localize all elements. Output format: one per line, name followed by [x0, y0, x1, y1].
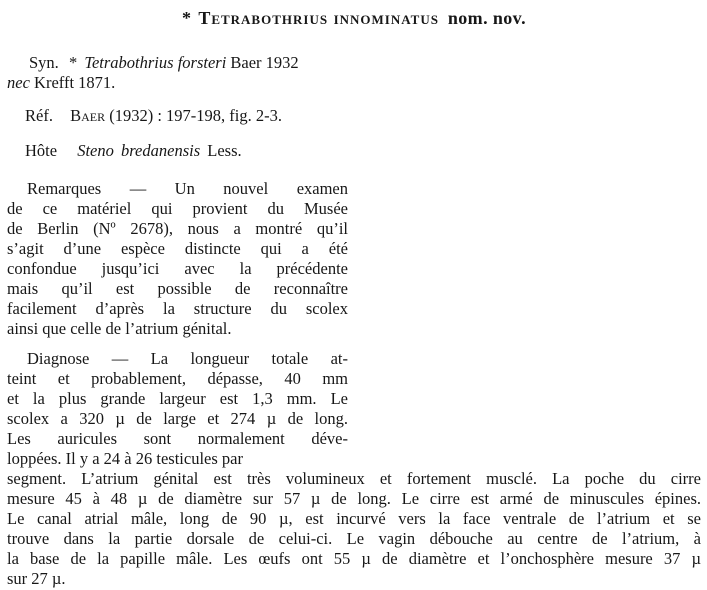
title-taxon: Tetrabothrius innominatus — [198, 8, 439, 28]
remarques-paragraph — [7, 179, 348, 339]
reference-author: Baer — [70, 106, 106, 125]
host-author: Less. — [207, 141, 242, 160]
host-line — [7, 141, 701, 161]
text-line: et la plus grande largeur est 1,3 mm. Le — [7, 389, 348, 408]
nec-reference: Krefft 1871. — [34, 73, 116, 92]
text-line: loppées. Il y a 24 à 26 testicules par — [7, 449, 243, 468]
text-line: confondue jusqu’ici avec la précédente — [7, 259, 348, 278]
reference-details: (1932) : 197-198, fig. 2-3. — [109, 106, 282, 125]
text-line: la base de la papille mâle. Les œufs ont 55 µ de diamètre et l’onchosphère mesure 37 µ — [7, 549, 701, 568]
text-line: de ce matériel qui provient du Musée — [7, 199, 348, 218]
reference-label: Réf. — [25, 106, 53, 125]
text-line: scolex a 320 µ de large et 274 µ de long. — [7, 409, 348, 428]
text-line: de Berlin (Nº 2678), nous a montré qu’il — [7, 219, 348, 238]
host-label: Hôte — [25, 141, 58, 160]
synonymy-asterisk: * — [68, 53, 78, 72]
text-line: mesure 45 à 48 µ de diamètre sur 57 µ de long. Le cirre est armé de minuscules épines. — [7, 489, 701, 508]
text-line: Les auricules sont normalement déve- — [7, 429, 348, 448]
synonymy-line-2 — [7, 73, 701, 93]
synonymy-label: Syn. — [29, 53, 59, 72]
synonymy-author-year: Baer 1932 — [230, 53, 299, 72]
text-line: mais qu’il est possible de reconnaître — [7, 279, 348, 298]
diagnose-paragraph-narrow — [7, 349, 348, 469]
text-line: Remarques — Un nouvel examen — [27, 179, 348, 198]
host-taxon: Steno bredanensis — [77, 141, 201, 160]
title-suffix: nom. nov. — [447, 8, 526, 28]
text-line: teint et probablement, dépasse, 40 mm — [7, 369, 348, 388]
title-asterisk: * — [182, 8, 192, 28]
text-line: sur 27 µ. — [7, 569, 66, 588]
nec-label: nec — [7, 73, 30, 92]
text-line: trouve dans la partie dorsale de celui-ci. Le vagin débouche au centre de l’atrium, à — [7, 529, 701, 548]
text-line: facilement d’après la structure du scolex — [7, 299, 348, 318]
diagnose-paragraph-wide — [7, 469, 701, 589]
synonymy-taxon: Tetrabothrius forsteri — [84, 53, 227, 72]
text-line: Le canal atrial mâle, long de 90 µ, est incurvé vers la face ventrale de l’atrium et se — [7, 509, 701, 528]
text-line: segment. L’atrium génital est très volumineux et fortement musclé. La poche du cirre — [7, 469, 701, 488]
reference-line — [7, 106, 701, 126]
text-line: Diagnose — La longueur totale at- — [27, 349, 348, 368]
synonymy-line-1 — [7, 53, 701, 73]
text-line: s’agit d’une espèce distincte qui a été — [7, 239, 348, 258]
page-title — [7, 6, 701, 30]
text-line: ainsi que celle de l’atrium génital. — [7, 319, 232, 338]
synonymy-section — [7, 53, 701, 93]
